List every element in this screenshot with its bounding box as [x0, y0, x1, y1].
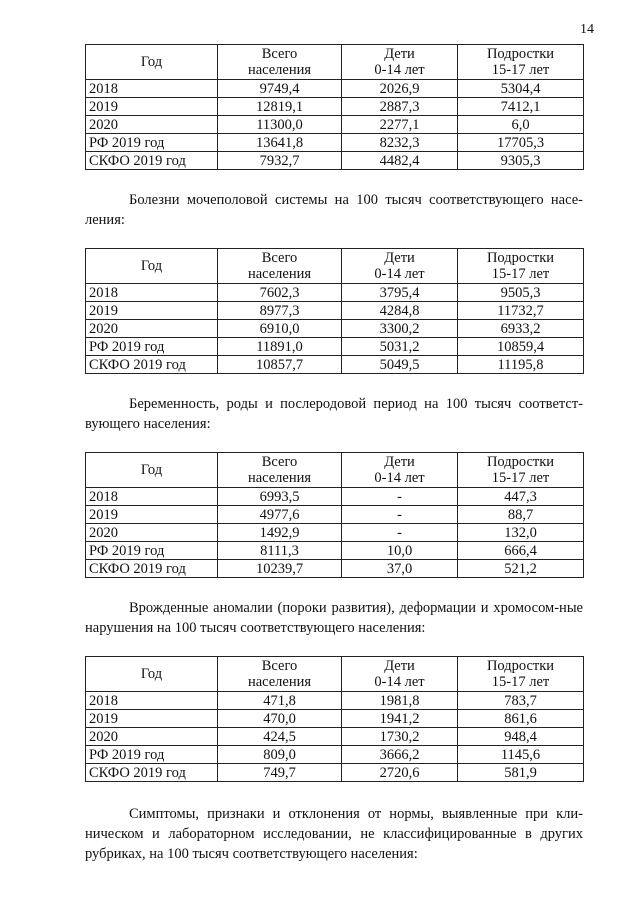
- cell-total: 1492,9: [218, 524, 342, 542]
- stats-table-1: [85, 248, 584, 374]
- cell-year: 2019: [86, 710, 218, 728]
- cell-teens: 861,6: [458, 710, 584, 728]
- table-row: [86, 356, 584, 374]
- header-year: Год: [86, 453, 218, 488]
- cell-year: СКФО 2019 год: [86, 356, 218, 374]
- table-row: [86, 302, 584, 320]
- cell-year: РФ 2019 год: [86, 134, 218, 152]
- cell-children: -: [342, 506, 458, 524]
- table-row: [86, 506, 584, 524]
- table-row: [86, 152, 584, 170]
- cell-teens: 17705,3: [458, 134, 584, 152]
- cell-year: 2019: [86, 302, 218, 320]
- table-row: [86, 98, 584, 116]
- table-row: [86, 764, 584, 782]
- cell-children: 4284,8: [342, 302, 458, 320]
- cell-total: 8111,3: [218, 542, 342, 560]
- table-row: [86, 560, 584, 578]
- table-row: [86, 488, 584, 506]
- cell-year: 2018: [86, 692, 218, 710]
- cell-total: 10857,7: [218, 356, 342, 374]
- table-header-row: [86, 657, 584, 692]
- cell-children: 3795,4: [342, 284, 458, 302]
- cell-year: 2018: [86, 80, 218, 98]
- header-teens: Подростки 15-17 лет: [458, 45, 584, 80]
- stats-table-2: [85, 452, 584, 578]
- cell-total: 470,0: [218, 710, 342, 728]
- cell-children: 2277,1: [342, 116, 458, 134]
- cell-children: 10,0: [342, 542, 458, 560]
- header-total: Всего населения: [218, 249, 342, 284]
- header-year: Год: [86, 45, 218, 80]
- cell-year: РФ 2019 год: [86, 746, 218, 764]
- table-row: [86, 524, 584, 542]
- section-title: Беременность, роды и послеродовой период на 100 тысяч соответст-вующего населения:: [85, 396, 583, 432]
- header-total: Всего населения: [218, 453, 342, 488]
- document-body: [85, 44, 583, 882]
- table-row: [86, 284, 584, 302]
- stats-table-3: [85, 656, 584, 782]
- cell-teens: 6,0: [458, 116, 584, 134]
- cell-teens: 948,4: [458, 728, 584, 746]
- footer-paragraph: Симптомы, признаки и отклонения от нормы, выявленные при кли-ническом и лабораторном исследовании, не классифицированные в других рубриках, на 100 тысяч соответствующего населения:: [85, 806, 583, 862]
- cell-year: 2018: [86, 488, 218, 506]
- cell-teens: 88,7: [458, 506, 584, 524]
- cell-total: 6993,5: [218, 488, 342, 506]
- cell-teens: 132,0: [458, 524, 584, 542]
- cell-children: 1730,2: [342, 728, 458, 746]
- cell-teens: 11195,8: [458, 356, 584, 374]
- header-children: Дети 0-14 лет: [342, 249, 458, 284]
- cell-year: СКФО 2019 год: [86, 152, 218, 170]
- cell-year: СКФО 2019 год: [86, 764, 218, 782]
- cell-teens: 6933,2: [458, 320, 584, 338]
- cell-children: 1941,2: [342, 710, 458, 728]
- cell-teens: 1145,6: [458, 746, 584, 764]
- table-header-row: [86, 453, 584, 488]
- cell-total: 9749,4: [218, 80, 342, 98]
- cell-teens: 5304,4: [458, 80, 584, 98]
- table-row: [86, 692, 584, 710]
- cell-children: 37,0: [342, 560, 458, 578]
- cell-children: 8232,3: [342, 134, 458, 152]
- stats-table-0: [85, 44, 584, 170]
- cell-year: РФ 2019 год: [86, 338, 218, 356]
- header-children: Дети 0-14 лет: [342, 657, 458, 692]
- cell-teens: 447,3: [458, 488, 584, 506]
- cell-children: 2887,3: [342, 98, 458, 116]
- cell-teens: 7412,1: [458, 98, 584, 116]
- cell-year: 2019: [86, 506, 218, 524]
- cell-teens: 9505,3: [458, 284, 584, 302]
- page-number: 14: [580, 22, 594, 37]
- cell-total: 13641,8: [218, 134, 342, 152]
- cell-teens: 581,9: [458, 764, 584, 782]
- cell-teens: 521,2: [458, 560, 584, 578]
- cell-children: 2720,6: [342, 764, 458, 782]
- cell-total: 749,7: [218, 764, 342, 782]
- header-teens: Подростки 15-17 лет: [458, 453, 584, 488]
- header-total: Всего населения: [218, 657, 342, 692]
- table-row: [86, 338, 584, 356]
- header-year: Год: [86, 249, 218, 284]
- table-row: [86, 542, 584, 560]
- header-teens: Подростки 15-17 лет: [458, 657, 584, 692]
- cell-total: 10239,7: [218, 560, 342, 578]
- cell-year: 2019: [86, 98, 218, 116]
- cell-children: -: [342, 524, 458, 542]
- cell-total: 424,5: [218, 728, 342, 746]
- cell-year: 2020: [86, 728, 218, 746]
- cell-children: 3300,2: [342, 320, 458, 338]
- cell-children: 5049,5: [342, 356, 458, 374]
- cell-children: -: [342, 488, 458, 506]
- cell-year: 2018: [86, 284, 218, 302]
- header-children: Дети 0-14 лет: [342, 45, 458, 80]
- cell-total: 11891,0: [218, 338, 342, 356]
- table-row: [86, 320, 584, 338]
- table-header-row: [86, 45, 584, 80]
- header-teens: Подростки 15-17 лет: [458, 249, 584, 284]
- cell-year: 2020: [86, 524, 218, 542]
- cell-total: 11300,0: [218, 116, 342, 134]
- header-year: Год: [86, 657, 218, 692]
- header-total: Всего населения: [218, 45, 342, 80]
- table-row: [86, 134, 584, 152]
- cell-teens: 9305,3: [458, 152, 584, 170]
- table-row: [86, 746, 584, 764]
- header-children: Дети 0-14 лет: [342, 453, 458, 488]
- cell-teens: 11732,7: [458, 302, 584, 320]
- table-header-row: [86, 249, 584, 284]
- cell-children: 2026,9: [342, 80, 458, 98]
- table-row: [86, 80, 584, 98]
- cell-year: 2020: [86, 116, 218, 134]
- cell-year: 2020: [86, 320, 218, 338]
- section-title: Болезни мочеполовой системы на 100 тысяч соответствующего насе-ления:: [85, 192, 583, 228]
- cell-total: 6910,0: [218, 320, 342, 338]
- cell-total: 7932,7: [218, 152, 342, 170]
- cell-children: 4482,4: [342, 152, 458, 170]
- cell-total: 4977,6: [218, 506, 342, 524]
- table-row: [86, 710, 584, 728]
- cell-total: 471,8: [218, 692, 342, 710]
- cell-children: 5031,2: [342, 338, 458, 356]
- cell-teens: 10859,4: [458, 338, 584, 356]
- cell-year: СКФО 2019 год: [86, 560, 218, 578]
- table-row: [86, 116, 584, 134]
- cell-total: 809,0: [218, 746, 342, 764]
- cell-children: 3666,2: [342, 746, 458, 764]
- cell-total: 8977,3: [218, 302, 342, 320]
- cell-teens: 783,7: [458, 692, 584, 710]
- section-title: Врожденные аномалии (пороки развития), деформации и хромосом-ные нарушения на 100 тысяч соответствующего населения:: [85, 600, 583, 636]
- cell-total: 12819,1: [218, 98, 342, 116]
- cell-year: РФ 2019 год: [86, 542, 218, 560]
- cell-teens: 666,4: [458, 542, 584, 560]
- table-row: [86, 728, 584, 746]
- cell-total: 7602,3: [218, 284, 342, 302]
- cell-children: 1981,8: [342, 692, 458, 710]
